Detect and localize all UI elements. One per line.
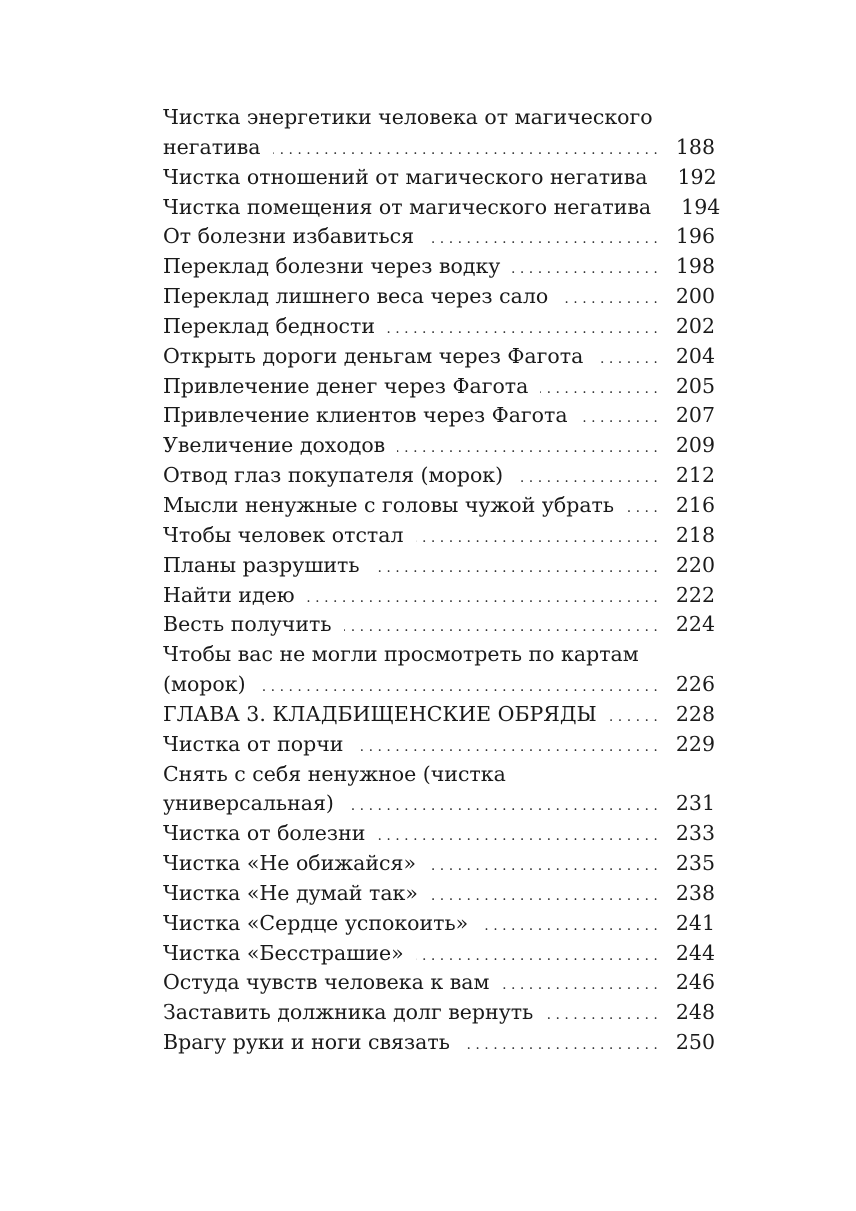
toc-entry-title: Привлечение клиентов через Фагота bbox=[163, 403, 568, 428]
dot-leader bbox=[344, 613, 658, 643]
toc-entry-title: Чтобы человек отстал bbox=[163, 522, 404, 547]
toc-entry bbox=[163, 461, 715, 491]
toc-entry-line bbox=[163, 521, 715, 551]
toc-entry bbox=[163, 193, 721, 223]
toc-page-number: 212 bbox=[675, 463, 715, 488]
toc-page-number: 188 bbox=[675, 134, 715, 159]
toc-entry bbox=[163, 252, 715, 282]
toc-entry-title: Врагу руки и ноги связать bbox=[163, 1030, 450, 1055]
toc-page-number: 226 bbox=[675, 672, 715, 697]
toc-entry bbox=[163, 163, 715, 193]
toc-entry-title: Снять с себя ненужное (чистка bbox=[163, 761, 506, 786]
toc-entry-line bbox=[163, 939, 715, 969]
toc-entry-line bbox=[163, 610, 715, 640]
toc-entry bbox=[163, 282, 715, 312]
toc-page-number: 224 bbox=[675, 612, 715, 637]
toc-entry-title: Открыть дороги деньгам через Фагота bbox=[163, 343, 584, 368]
toc-entry bbox=[163, 939, 715, 969]
toc-entry-title: ГЛАВА 3. КЛАДБИЩЕНСКИЕ ОБРЯДЫ bbox=[163, 701, 597, 726]
toc-entry bbox=[163, 1028, 715, 1058]
dot-leader bbox=[397, 434, 658, 464]
toc-entry bbox=[163, 610, 715, 640]
dot-leader bbox=[515, 464, 658, 494]
toc-entry-title: Чистка «Бесстрашие» bbox=[163, 940, 404, 965]
toc-page-number: 200 bbox=[675, 284, 715, 309]
toc-entry-title: (морок) bbox=[163, 672, 246, 697]
toc-entry-title: Отвод глаз покупателя (морок) bbox=[163, 463, 504, 488]
toc-entry-title: Переклад бедности bbox=[163, 313, 376, 338]
dot-leader bbox=[512, 255, 658, 285]
toc-entry-line bbox=[163, 760, 715, 790]
toc-entry bbox=[163, 521, 715, 551]
toc-entry-line bbox=[163, 879, 715, 909]
toc-entry bbox=[163, 401, 715, 431]
toc-entry bbox=[163, 730, 715, 760]
toc-entry-title: От болезни избавиться bbox=[163, 224, 415, 249]
toc-entry-line bbox=[163, 700, 715, 730]
toc-page-number: 233 bbox=[675, 821, 715, 846]
toc-entry-title: Переклад болезни через водку bbox=[163, 254, 501, 279]
dot-leader bbox=[307, 584, 658, 614]
toc-page-number: 216 bbox=[675, 492, 715, 517]
toc-entry-title: Увеличение доходов bbox=[163, 433, 386, 458]
toc-entry bbox=[163, 640, 715, 700]
dot-leader bbox=[545, 1001, 658, 1031]
toc-entry-title: Планы разрушить bbox=[163, 552, 360, 577]
toc-entry-line bbox=[163, 222, 715, 252]
toc-page-number: 235 bbox=[675, 851, 715, 876]
toc-entry-line bbox=[163, 133, 715, 163]
toc-page-number: 246 bbox=[675, 970, 715, 995]
toc-entry-line bbox=[163, 819, 715, 849]
toc-entry-title: Весть получить bbox=[163, 612, 332, 637]
toc-entry-title: Чистка от болезни bbox=[163, 821, 366, 846]
toc-page-number: 238 bbox=[675, 880, 715, 905]
dot-leader bbox=[346, 792, 658, 822]
toc-entry bbox=[163, 103, 715, 163]
dot-leader bbox=[626, 494, 658, 524]
toc-page-number: 228 bbox=[675, 701, 715, 726]
dot-leader bbox=[258, 673, 658, 703]
dot-leader bbox=[580, 404, 658, 434]
dot-leader bbox=[416, 524, 658, 554]
dot-leader bbox=[387, 315, 658, 345]
toc-entry-title: Чистка «Не думай так» bbox=[163, 880, 418, 905]
toc-page-number: 204 bbox=[675, 343, 715, 368]
toc-entry bbox=[163, 819, 715, 849]
dot-leader bbox=[428, 852, 658, 882]
toc-entry-title: негатива bbox=[163, 134, 261, 159]
toc-entry-title: Чистка помещения от магического негатива bbox=[163, 194, 652, 219]
toc-entry-title: Заставить должника долг вернуть bbox=[163, 1000, 534, 1025]
toc-entry-line bbox=[163, 909, 715, 939]
toc-page-number: 218 bbox=[675, 522, 715, 547]
toc-entry bbox=[163, 968, 715, 998]
table-of-contents bbox=[163, 103, 721, 1058]
toc-entry-title: Остуда чувств человека к вам bbox=[163, 970, 490, 995]
dot-leader bbox=[426, 225, 658, 255]
toc-entry-line bbox=[163, 551, 715, 581]
toc-page-number: 231 bbox=[675, 791, 715, 816]
toc-entry bbox=[163, 909, 715, 939]
toc-page-number: 194 bbox=[681, 194, 721, 219]
toc-entry-line bbox=[163, 372, 715, 402]
toc-entry bbox=[163, 431, 715, 461]
toc-entry-line bbox=[163, 789, 715, 819]
dot-leader bbox=[480, 912, 658, 942]
toc-entry-title: Чистка «Не обижайся» bbox=[163, 851, 416, 876]
toc-page-number: 222 bbox=[675, 582, 715, 607]
toc-entry-line bbox=[163, 849, 715, 879]
toc-entry bbox=[163, 998, 715, 1028]
toc-entry bbox=[163, 551, 715, 581]
dot-leader bbox=[560, 285, 658, 315]
toc-entry-title: Чистка «Сердце успокоить» bbox=[163, 910, 469, 935]
toc-entry-line bbox=[163, 431, 715, 461]
toc-entry-line bbox=[163, 998, 715, 1028]
toc-entry bbox=[163, 849, 715, 879]
toc-entry-line bbox=[163, 282, 715, 312]
toc-page-number: 196 bbox=[675, 224, 715, 249]
toc-entry-line bbox=[163, 193, 721, 223]
toc-entry bbox=[163, 760, 715, 820]
toc-entry bbox=[163, 491, 715, 521]
toc-entry-line bbox=[163, 1028, 715, 1058]
dot-leader bbox=[609, 703, 658, 733]
toc-entry-line bbox=[163, 312, 715, 342]
toc-entry-title: Чистка от порчи bbox=[163, 731, 344, 756]
dot-leader bbox=[416, 942, 658, 972]
toc-page-number: 192 bbox=[677, 164, 717, 189]
dot-leader bbox=[462, 1031, 658, 1061]
toc-page-number: 250 bbox=[675, 1030, 715, 1055]
toc-entry bbox=[163, 312, 715, 342]
dot-leader bbox=[595, 345, 658, 375]
toc-entry-line bbox=[163, 252, 715, 282]
toc-entry-title: Найти идею bbox=[163, 582, 295, 607]
dot-leader bbox=[372, 554, 658, 584]
toc-entry-line bbox=[163, 163, 715, 193]
toc-entry-title: Чтобы вас не могли просмотреть по картам bbox=[163, 642, 639, 667]
toc-entry bbox=[163, 700, 715, 730]
toc-entry-line bbox=[163, 730, 715, 760]
toc-entry bbox=[163, 222, 715, 252]
dot-leader bbox=[430, 882, 658, 912]
toc-page-number: 207 bbox=[675, 403, 715, 428]
toc-entry-line bbox=[163, 103, 715, 133]
toc-entry-line bbox=[163, 581, 715, 611]
toc-page-number: 248 bbox=[675, 1000, 715, 1025]
toc-page-number: 229 bbox=[675, 731, 715, 756]
toc-page-number: 220 bbox=[675, 552, 715, 577]
toc-page-number: 202 bbox=[675, 313, 715, 338]
toc-entry-line bbox=[163, 461, 715, 491]
dot-leader bbox=[377, 822, 657, 852]
toc-entry bbox=[163, 581, 715, 611]
toc-entry-title: Чистка энергетики человека от магического bbox=[163, 105, 653, 129]
toc-entry-line bbox=[163, 670, 715, 700]
toc-page-number: 205 bbox=[675, 373, 715, 398]
toc-entry-line bbox=[163, 640, 715, 670]
toc-entry-line bbox=[163, 968, 715, 998]
toc-entry-line bbox=[163, 342, 715, 372]
toc-entry-line bbox=[163, 491, 715, 521]
dot-leader bbox=[501, 971, 657, 1001]
toc-entry-title: Переклад лишнего веса через сало bbox=[163, 284, 549, 309]
toc-entry-line bbox=[163, 401, 715, 431]
toc-entry-title: Привлечение денег через Фагота bbox=[163, 373, 529, 398]
toc-entry bbox=[163, 372, 715, 402]
dot-leader bbox=[273, 136, 658, 166]
toc-entry bbox=[163, 342, 715, 372]
toc-page-number: 209 bbox=[675, 433, 715, 458]
toc-page-number: 241 bbox=[675, 910, 715, 935]
toc-entry bbox=[163, 879, 715, 909]
toc-entry-title: Чистка отношений от магического негатива bbox=[163, 164, 648, 189]
dot-leader bbox=[540, 375, 658, 405]
dot-leader bbox=[355, 733, 657, 763]
toc-page-number: 198 bbox=[675, 254, 715, 279]
toc-entry-title: Мысли ненужные с головы чужой убрать bbox=[163, 492, 615, 517]
toc-page-number: 244 bbox=[675, 940, 715, 965]
toc-entry-title: универсальная) bbox=[163, 791, 334, 816]
